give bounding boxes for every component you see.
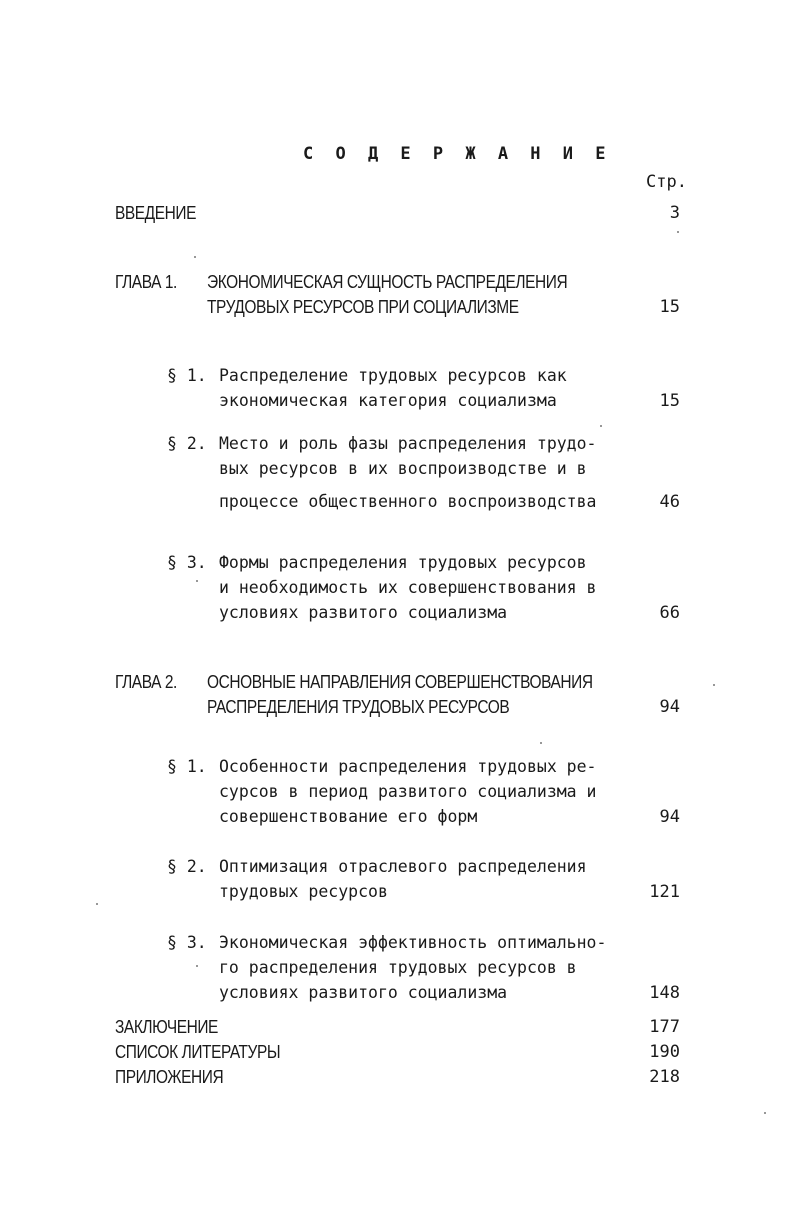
scan-speck [600,425,602,427]
page-column-label: Стр. [646,172,687,192]
ch1-section-3-line1: Формы распределения трудовых ресурсов [219,553,587,572]
scan-speck [196,580,198,582]
ch2-section-1-line2: сурсов в период развитого социализма и [219,782,597,801]
ch2-section-1-line1: Особенности распределения трудовых ре- [219,757,597,776]
toc-appendices-label: ПРИЛОЖЕНИЯ [115,1067,224,1087]
chapter-2-prefix: ГЛАВА 2. [115,672,177,692]
ch2-section-2-page: 121 [649,882,680,902]
ch1-section-2-line2: вых ресурсов в их воспроизводстве и в [219,459,587,478]
scan-speck [196,965,198,967]
ch2-section-1-page: 94 [659,807,680,827]
chapter-2-title-line2: РАСПРЕДЕЛЕНИЯ ТРУДОВЫХ РЕСУРСОВ [207,697,510,717]
chapter-1-title-line2: ТРУДОВЫХ РЕСУРСОВ ПРИ СОЦИАЛИЗМЕ [207,297,519,317]
chapter-1-title-line1: ЭКОНОМИЧЕСКАЯ СУЩНОСТЬ РАСПРЕДЕЛЕНИЯ [207,272,568,292]
chapter-2-page: 94 [659,697,680,717]
ch2-section-3-line3: условиях развитого социализма [219,983,508,1002]
scan-speck [96,903,98,905]
toc-bibliography-label: СПИСОК ЛИТЕРАТУРЫ [115,1042,281,1062]
ch2-section-3-line1: Экономическая эффективность оптимально- [219,933,607,952]
scan-speck [194,256,196,258]
scan-speck [764,1112,766,1114]
scan-speck [713,684,715,686]
ch1-section-1-line1: Распределение трудовых ресурсов как [219,366,567,385]
ch1-section-2-page: 46 [659,492,680,512]
ch1-section-3-line2: и необходимость их совершенствования в [219,578,597,597]
ch2-section-3-page: 148 [649,983,680,1003]
toc-conclusion-page: 177 [649,1017,680,1037]
ch2-section-3-line2: го распределения трудовых ресурсов в [219,958,577,977]
scan-speck [677,231,679,233]
toc-appendices-page: 218 [649,1067,680,1087]
toc-title: С О Д Е Р Ж А Н И Е [303,144,612,164]
ch2-section-2-line1: Оптимизация отраслевого распределения [219,857,587,876]
ch2-section-3-prefix: § 3. [167,933,207,952]
scan-speck [540,742,542,744]
ch1-section-2-line3: процессе общественного воспроизводства [219,492,597,511]
toc-conclusion-label: ЗАКЛЮЧЕНИЕ [115,1017,218,1037]
toc-bibliography-page: 190 [649,1042,680,1062]
chapter-1-prefix: ГЛАВА 1. [115,272,177,292]
ch1-section-2-prefix: § 2. [167,434,207,453]
chapter-1-page: 15 [659,297,680,317]
ch1-section-1-page: 15 [659,391,680,411]
ch1-section-3-line3: условиях развитого социализма [219,603,508,622]
ch2-section-1-line3: совершенствование его форм [219,807,478,826]
toc-intro-label: ВВЕДЕНИЕ [115,203,196,223]
ch1-section-1-prefix: § 1. [167,366,207,385]
ch2-section-2-line2: трудовых ресурсов [219,882,388,901]
ch1-section-3-page: 66 [659,603,680,623]
ch2-section-2-prefix: § 2. [167,857,207,876]
toc-intro-page: 3 [669,203,680,223]
ch2-section-1-prefix: § 1. [167,757,207,776]
ch1-section-3-prefix: § 3. [167,553,207,572]
ch1-section-2-line1: Место и роль фазы распределения трудо- [219,434,597,453]
chapter-2-title-line1: ОСНОВНЫЕ НАПРАВЛЕНИЯ СОВЕРШЕНСТВОВАНИЯ [207,672,593,692]
ch1-section-1-line2: экономическая категория социализма [219,391,557,410]
